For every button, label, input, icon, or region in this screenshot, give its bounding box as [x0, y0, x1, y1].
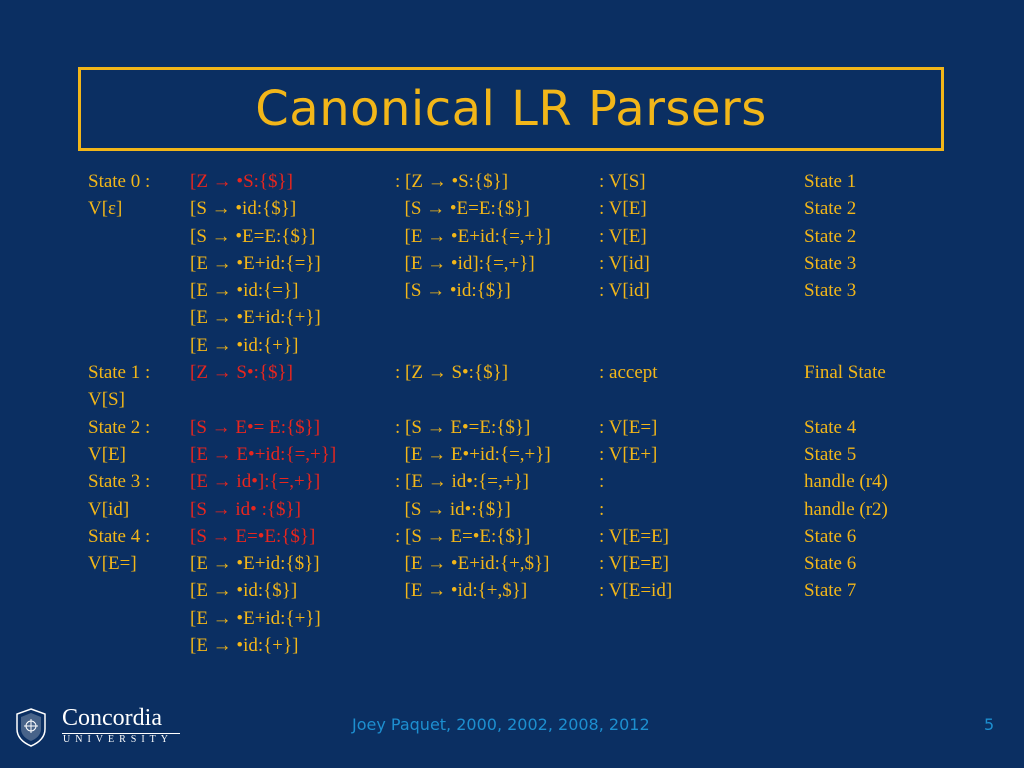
cell-c2: [S → E=•E:{$}]: [190, 525, 316, 547]
cell-c3: : [S → E=•E:{$}]: [395, 525, 531, 547]
cell-c4: : V[E]: [599, 225, 647, 247]
concordia-logo: [14, 707, 194, 751]
table-row: [0, 605, 1024, 632]
cell-c1: State 3 :: [88, 471, 151, 493]
table-row: [0, 550, 1024, 577]
cell-c2: [Z → S•:{$}]: [190, 362, 293, 384]
page-number: 5: [984, 715, 995, 734]
table-row: [0, 223, 1024, 250]
cell-c2: [E → •id:{=}]: [190, 280, 299, 302]
table-row: [0, 468, 1024, 495]
cell-c4: : V[E]: [599, 198, 647, 220]
cell-c4: : V[S]: [599, 171, 646, 192]
cell-c2: [S → •id:{$}]: [190, 198, 297, 220]
cell-c2: [Z → •S:{$}]: [190, 171, 293, 192]
cell-c4: : V[id]: [599, 280, 650, 302]
cell-c4: : V[E=]: [599, 416, 658, 438]
cell-c4: : accept: [599, 362, 658, 384]
cell-c3: [E → •id:{+,$}]: [395, 580, 528, 602]
slide-title: Canonical LR Parsers: [255, 81, 767, 137]
cell-c2: [E → •id:{$}]: [190, 580, 298, 602]
cell-c2: [E → id•]:{=,+}]: [190, 471, 321, 493]
cell-c1: V[S]: [88, 389, 125, 411]
cell-c1: V[E=]: [88, 553, 137, 575]
cell-c1: V[id]: [88, 498, 130, 520]
cell-c2: [E → •E+id:{$}]: [190, 553, 320, 575]
cell-c5: State 2: [804, 225, 857, 247]
logo-subtitle: UNIVERSITY: [63, 734, 173, 745]
cell-c2: [E → •E+id:{+}]: [190, 307, 321, 329]
cell-c4: : V[E=E]: [599, 525, 669, 547]
cell-c5: handle (r2): [804, 498, 888, 520]
cell-c5: State 4: [804, 416, 857, 438]
cell-c3: [E → •id]:{=,+}]: [395, 252, 535, 274]
cell-c1: V[ε]: [88, 198, 123, 220]
cell-c4: : V[E+]: [599, 443, 658, 465]
cell-c3: : [Z → S•:{$}]: [395, 362, 509, 384]
cell-c4: :: [599, 498, 605, 520]
cell-c5: State 6: [804, 525, 857, 547]
cell-c2: [E → •E+id:{=}]: [190, 252, 321, 274]
cell-c5: State 7: [804, 580, 857, 602]
cell-c3: [S → id•:{$}]: [395, 498, 511, 520]
cell-c5: State 2: [804, 198, 857, 220]
table-row: [0, 168, 1024, 195]
cell-c5: State 3: [804, 280, 857, 302]
table-row: [0, 496, 1024, 523]
cell-c5: State 5: [804, 443, 857, 465]
logo-name: Concordia: [62, 705, 162, 731]
cell-c3: [E → •E+id:{+,$}]: [395, 553, 550, 575]
cell-c4: :: [599, 471, 605, 493]
cell-c2: [E → •E+id:{+}]: [190, 607, 321, 629]
table-row: [0, 359, 1024, 386]
cell-c2: [S → id• :{$}]: [190, 498, 301, 520]
cell-c3: : [S → E•=E:{$}]: [395, 416, 531, 438]
cell-c5: State 1: [804, 171, 857, 192]
cell-c3: : [E → id•:{=,+}]: [395, 471, 529, 493]
cell-c3: : [Z → •S:{$}]: [395, 171, 509, 192]
table-row: [0, 277, 1024, 304]
table-row: [0, 250, 1024, 277]
cell-c2: [E → •id:{+}]: [190, 334, 299, 356]
cell-c5: Final State: [804, 362, 886, 384]
title-box: [78, 67, 944, 151]
cell-c1: State 0 :: [88, 171, 151, 192]
cell-c2: [E → •id:{+}]: [190, 635, 299, 657]
university-seal-icon: [14, 707, 48, 747]
cell-c2: [S → E•= E:{$}]: [190, 416, 321, 438]
table-row: [0, 577, 1024, 604]
table-row: [0, 386, 1024, 413]
cell-c2: [S → •E=E:{$}]: [190, 225, 316, 247]
table-row: [0, 195, 1024, 222]
cell-c1: State 1 :: [88, 362, 151, 384]
table-row: [0, 632, 1024, 659]
cell-c3: [S → •E=E:{$}]: [395, 198, 530, 220]
cell-c4: : V[id]: [599, 252, 650, 274]
cell-c4: : V[E=E]: [599, 553, 669, 575]
table-row: [0, 304, 1024, 331]
cell-c4: : V[E=id]: [599, 580, 673, 602]
cell-c1: State 2 :: [88, 416, 151, 438]
cell-c5: handle (r4): [804, 471, 888, 493]
cell-c1: V[E]: [88, 443, 126, 465]
table-row: [0, 441, 1024, 468]
cell-c1: State 4 :: [88, 525, 151, 547]
table-row: [0, 414, 1024, 441]
cell-c3: [E → •E+id:{=,+}]: [395, 225, 551, 247]
table-row: [0, 523, 1024, 550]
cell-c3: [E → E•+id:{=,+}]: [395, 443, 551, 465]
cell-c5: State 6: [804, 553, 857, 575]
table-row: [0, 332, 1024, 359]
cell-c5: State 3: [804, 252, 857, 274]
cell-c3: [S → •id:{$}]: [395, 280, 511, 302]
lr-items-table: [0, 168, 1024, 659]
cell-c2: [E → E•+id:{=,+}]: [190, 443, 337, 465]
footer-credit: Joey Paquet, 2000, 2002, 2008, 2012: [352, 715, 650, 734]
